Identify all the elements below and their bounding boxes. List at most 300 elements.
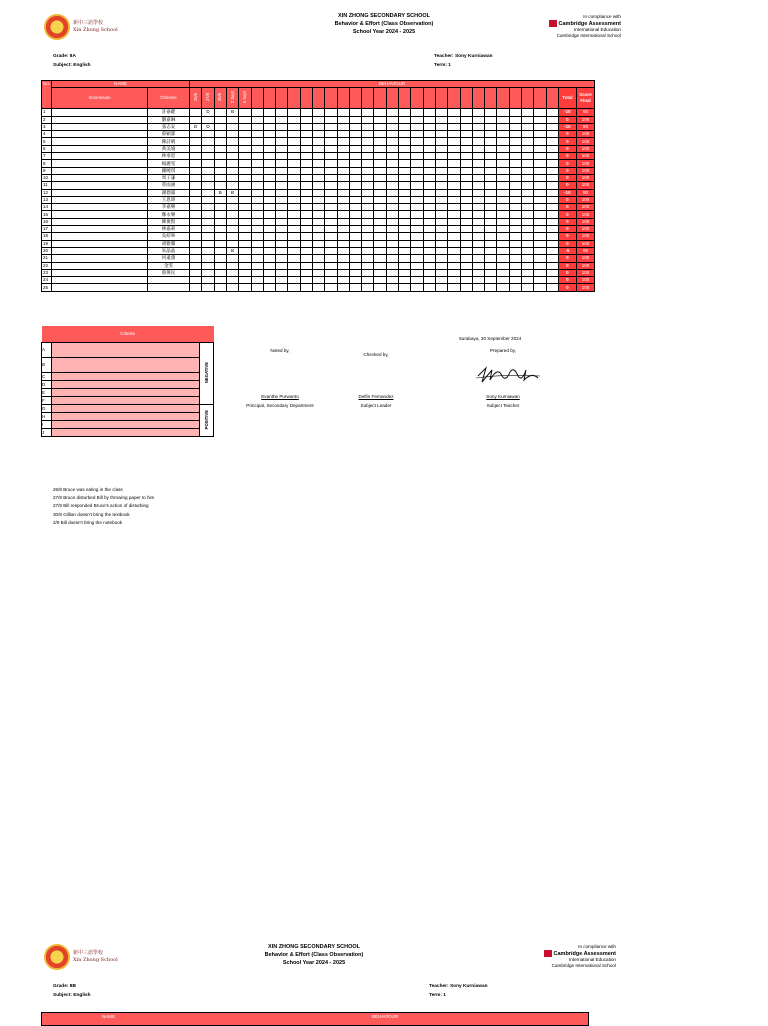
behaviour-cell [325,131,337,138]
behaviour-cell [497,160,509,167]
behaviour-cell [497,233,509,240]
behaviour-cell [288,218,300,225]
behaviour-cell [423,269,435,276]
behaviour-cell [325,138,337,145]
row-number: 22 [42,262,52,269]
behaviour-cell [423,153,435,160]
behaviour-cell [349,160,361,167]
behaviour-cell [362,160,374,167]
behaviour-cell [509,284,521,291]
behaviour-cell [226,160,238,167]
behaviour-cell [202,204,214,211]
chinese-name-cell: 周子謙 [148,174,190,181]
behaviour-cell [251,204,263,211]
behaviour-cell [497,277,509,284]
behaviour-cell [399,204,411,211]
criteria-description [52,405,200,413]
behaviour-cell [546,196,558,203]
behaviour-cell [202,226,214,233]
behaviour-cell [202,255,214,262]
behaviour-cell [423,196,435,203]
noted-by-label: Noted by, [270,348,290,353]
behaviour-cell [485,233,497,240]
behaviour-cell [534,277,546,284]
behaviour-cell [460,109,472,116]
behaviour-cell [349,204,361,211]
behaviour-cell [202,174,214,181]
table-row [42,255,595,262]
behaviour-cell [386,218,398,225]
chinese-name-cell: 林承恩 [148,153,190,160]
behaviour-cell [239,233,251,240]
behaviour-cell [411,204,423,211]
prepared-by-label: Prepared by, [490,348,516,353]
col-score: Score Final [576,88,594,109]
behaviour-cell: B [226,247,238,254]
chinese-name-cell: 李嘉樂 [148,204,190,211]
behaviour-cell [509,182,521,189]
page-title-page2: XIN ZHONG SECONDARY SCHOOL Behavior & Effort (Class Observation) School Year 2024 - 2025 [264,944,364,966]
behaviour-cell [362,174,374,181]
behaviour-cell [226,196,238,203]
behaviour-cell [251,196,263,203]
behaviour-cell [399,189,411,196]
behaviour-cell [435,218,447,225]
behaviour-cell [411,153,423,160]
total-cell: 0 [558,174,576,181]
behaviour-cell [411,138,423,145]
behaviour-cell [460,196,472,203]
behaviour-cell [546,284,558,291]
behaviour-cell [485,196,497,203]
behaviour-cell [460,269,472,276]
behaviour-cell [472,182,484,189]
behaviour-cell [522,138,534,145]
total-cell: 0 [558,160,576,167]
behaviour-cell [509,196,521,203]
behaviour-cell [386,262,398,269]
behaviour-cell [325,277,337,284]
behaviour-cell [214,240,226,247]
behaviour-cell [312,196,324,203]
behaviour-cell [448,167,460,174]
behaviour-cell [325,153,337,160]
behaviour-cell [448,240,460,247]
behaviour-cell [202,145,214,152]
behaviour-cell [411,240,423,247]
behaviour-cell [214,204,226,211]
behaviour-cell [448,109,460,116]
behaviour-cell [399,174,411,181]
score-cell: 100 [576,262,594,269]
behaviour-cell [411,277,423,284]
table-row [42,153,595,160]
behaviour-cell [472,196,484,203]
behaviour-cell [251,269,263,276]
row-number: 14 [42,204,52,211]
class-info: Grade: 8A Subject: English [53,54,91,68]
behaviour-cell [509,153,521,160]
behaviour-cell [546,218,558,225]
behaviour-cell [288,174,300,181]
chinese-name-cell: 陳詩晴 [148,138,190,145]
behaviour-cell [435,211,447,218]
behaviour-cell [411,233,423,240]
behaviour-cell [337,167,349,174]
date-column-header [534,88,546,109]
behaviour-cell [349,269,361,276]
behaviour-cell [226,138,238,145]
indonesian-name-cell [52,233,148,240]
behaviour-cell [337,255,349,262]
behaviour-cell [263,138,275,145]
behaviour-cell [263,255,275,262]
behaviour-cell [276,160,288,167]
behaviour-cell [534,109,546,116]
table-row [42,116,595,123]
behaviour-cell [349,123,361,130]
criteria-letter: F [42,397,52,405]
criteria-row [42,389,214,397]
behaviour-cell [472,153,484,160]
behaviour-cell [472,145,484,152]
behaviour-cell [288,138,300,145]
behaviour-cell [325,233,337,240]
behaviour-cell [460,116,472,123]
principal-name: Evanthe Purwanto [261,394,299,399]
date-column-header [472,88,484,109]
behaviour-cell [460,240,472,247]
behaviour-cell [325,204,337,211]
behaviour-cell [239,153,251,160]
behaviour-cell [497,247,509,254]
behaviour-cell [214,116,226,123]
chinese-name-cell: 曾雨涵 [148,182,190,189]
behaviour-cell [337,211,349,218]
behaviour-cell [423,123,435,130]
indonesian-name-cell [52,196,148,203]
behaviour-cell [214,138,226,145]
score-cell: 100 [576,211,594,218]
behaviour-cell [448,196,460,203]
behaviour-cell [263,284,275,291]
date-column-header: 27/8 [202,88,214,109]
chinese-name-cell: 金雯 [148,262,190,269]
behaviour-cell [435,189,447,196]
behaviour-cell [546,138,558,145]
row-number: 13 [42,196,52,203]
behaviour-cell [312,218,324,225]
behaviour-cell [337,196,349,203]
behaviour-cell [485,116,497,123]
behaviour-cell [460,233,472,240]
table-row [42,109,595,116]
behaviour-cell [312,109,324,116]
behaviour-cell [522,145,534,152]
behaviour-cell [190,277,202,284]
behaviour-cell [534,160,546,167]
indonesian-name-cell [52,138,148,145]
col-indonesian: Indonesian [52,88,148,109]
behaviour-cell [276,174,288,181]
behaviour-cell [276,204,288,211]
indonesian-name-cell [52,277,148,284]
behaviour-cell [190,255,202,262]
behaviour-cell [202,116,214,123]
behaviour-cell [337,233,349,240]
behaviour-cell [263,226,275,233]
total-cell: -10 [558,109,576,116]
behaviour-cell [276,153,288,160]
behaviour-cell [411,269,423,276]
behaviour-cell [226,240,238,247]
behaviour-cell [325,123,337,130]
behaviour-cell [337,145,349,152]
behaviour-cell [423,167,435,174]
indonesian-name-cell [52,262,148,269]
behaviour-cell [300,255,312,262]
behaviour-cell [300,233,312,240]
row-number: 19 [42,240,52,247]
behaviour-cell [423,284,435,291]
behaviour-cell [300,160,312,167]
behaviour-cell [534,211,546,218]
behaviour-cell [399,182,411,189]
behaviour-cell [546,153,558,160]
chinese-name-cell: 張志安 [148,123,190,130]
behaviour-cell [534,182,546,189]
chinese-name-cell: 蔡穎潔 [148,131,190,138]
row-number: 1 [42,109,52,116]
behaviour-cell [411,167,423,174]
criteria-letter: H [42,413,52,421]
behaviour-cell [435,196,447,203]
indonesian-name-cell [52,153,148,160]
behaviour-cell [522,153,534,160]
row-number: 12 [42,189,52,196]
behaviour-cell [485,255,497,262]
date-column-header [497,88,509,109]
behaviour-cell [325,211,337,218]
behaviour-cell [497,145,509,152]
behaviour-cell [288,226,300,233]
behaviour-cell [214,277,226,284]
behaviour-cell [534,226,546,233]
behaviour-cell [386,196,398,203]
date-column-header [337,88,349,109]
criteria-title: Criteria [42,326,214,343]
behaviour-cell [337,116,349,123]
behaviour-cell [362,109,374,116]
table-row [42,189,595,196]
indonesian-name-cell [52,145,148,152]
logo-english-text: Xin Zhong School [73,27,118,33]
behaviour-cell [362,226,374,233]
behaviour-cell [509,116,521,123]
table-row [42,277,595,284]
behaviour-cell [448,284,460,291]
behaviour-cell [534,269,546,276]
behaviour-cell [522,123,534,130]
behaviour-cell [435,277,447,284]
behaviour-cell [534,145,546,152]
score-cell: 100 [576,116,594,123]
col-total: Total [558,88,576,109]
behaviour-cell [276,247,288,254]
score-cell: 100 [576,174,594,181]
behaviour-cell [362,116,374,123]
score-cell: 100 [576,167,594,174]
behaviour-cell [325,116,337,123]
row-number: 18 [42,233,52,240]
behaviour-cell [288,204,300,211]
behaviour-cell [349,233,361,240]
behaviour-cell [349,277,361,284]
behaviour-cell [214,255,226,262]
behaviour-cell [337,123,349,130]
behaviour-cell [251,131,263,138]
chinese-name-cell [148,277,190,284]
behaviour-cell [509,226,521,233]
behaviour-cell [522,182,534,189]
behaviour-cell [239,131,251,138]
indonesian-name-cell [52,247,148,254]
behaviour-cell [362,153,374,160]
date-column-header [312,88,324,109]
behaviour-cell [349,262,361,269]
behaviour-cell [534,189,546,196]
behaviour-cell [312,211,324,218]
behaviour-cell [460,284,472,291]
behaviour-cell [546,109,558,116]
behaviour-cell [263,218,275,225]
behaviour-cell [522,131,534,138]
behaviour-cell [239,116,251,123]
behaviour-cell [300,116,312,123]
behaviour-cell [522,204,534,211]
behaviour-cell [374,277,386,284]
behaviour-cell [399,262,411,269]
behaviour-cell [423,240,435,247]
behaviour-cell: B [226,189,238,196]
behaviour-cell [190,131,202,138]
behaviour-cell [448,145,460,152]
behaviour-cell [190,269,202,276]
behaviour-cell [497,211,509,218]
behaviour-cell [435,109,447,116]
behaviour-cell [362,247,374,254]
note-item: 27/8 Bruce disturbed Bill by throwing paper to him [53,495,155,501]
behaviour-cell [509,204,521,211]
behaviour-cell [509,174,521,181]
behaviour-cell [202,247,214,254]
chinese-name-cell: 吳紹寧 [148,233,190,240]
behaviour-cell [349,138,361,145]
table-row [42,211,595,218]
class-info-page2: Grade: 8B Subject: English [53,984,91,998]
behaviour-cell [472,138,484,145]
behaviour-cell [349,196,361,203]
behaviour-cell [190,189,202,196]
date-column-header [349,88,361,109]
row-number: 16 [42,218,52,225]
behaviour-cell [312,131,324,138]
behaviour-cell [460,160,472,167]
score-cell: 100 [576,138,594,145]
chinese-name-cell: 陳俊賢 [148,218,190,225]
behaviour-cell [472,131,484,138]
teacher-info-page2: Teacher: Sony Kurniawan Term: 1 [429,984,488,998]
behaviour-cell [226,226,238,233]
behaviour-cell [448,204,460,211]
behaviour-cell [239,182,251,189]
behaviour-cell [423,262,435,269]
behaviour-cell [460,145,472,152]
behaviour-cell [251,189,263,196]
behaviour-cell [522,277,534,284]
behaviour-cell [460,277,472,284]
behaviour-cell [362,211,374,218]
behaviour-cell [325,218,337,225]
behaviour-cell [337,182,349,189]
criteria-row [42,358,214,373]
criteria-row [42,373,214,381]
behaviour-cell [239,211,251,218]
date-column-header [300,88,312,109]
behaviour-cell [337,218,349,225]
behaviour-cell [522,247,534,254]
indonesian-name-cell [52,255,148,262]
indonesian-name-cell [52,167,148,174]
behaviour-cell [386,153,398,160]
criteria-description [52,421,200,429]
behaviour-cell [448,262,460,269]
score-cell: 100 [576,182,594,189]
indonesian-name-cell [52,284,148,291]
indonesian-name-cell [52,123,148,130]
behaviour-cell [411,247,423,254]
behaviour-cell [312,138,324,145]
table-row [42,160,595,167]
behaviour-cell [349,153,361,160]
behaviour-cell [534,123,546,130]
behaviour-cell [337,138,349,145]
behaviour-cell [300,138,312,145]
behaviour-cell [312,189,324,196]
behaviour-cell [214,262,226,269]
total-cell: 0 [558,116,576,123]
behaviour-cell [239,204,251,211]
behaviour-cell [349,189,361,196]
behaviour-cell [226,233,238,240]
behaviour-cell [190,160,202,167]
note-item: 26/8 Bruce was eating in the class [53,487,123,492]
chinese-name-cell: 黃美瑜 [148,145,190,152]
total-cell: 0 [558,131,576,138]
criteria-letter: B [42,358,52,373]
behaviour-cell [534,153,546,160]
behaviour-cell [239,277,251,284]
behaviour-cell [435,123,447,130]
col-no: No. [42,81,52,109]
behaviour-cell [374,145,386,152]
behaviour-cell [239,240,251,247]
behaviour-cell [522,218,534,225]
behaviour-cell [190,218,202,225]
indonesian-name-cell [52,204,148,211]
behaviour-cell [423,160,435,167]
behaviour-cell [411,218,423,225]
